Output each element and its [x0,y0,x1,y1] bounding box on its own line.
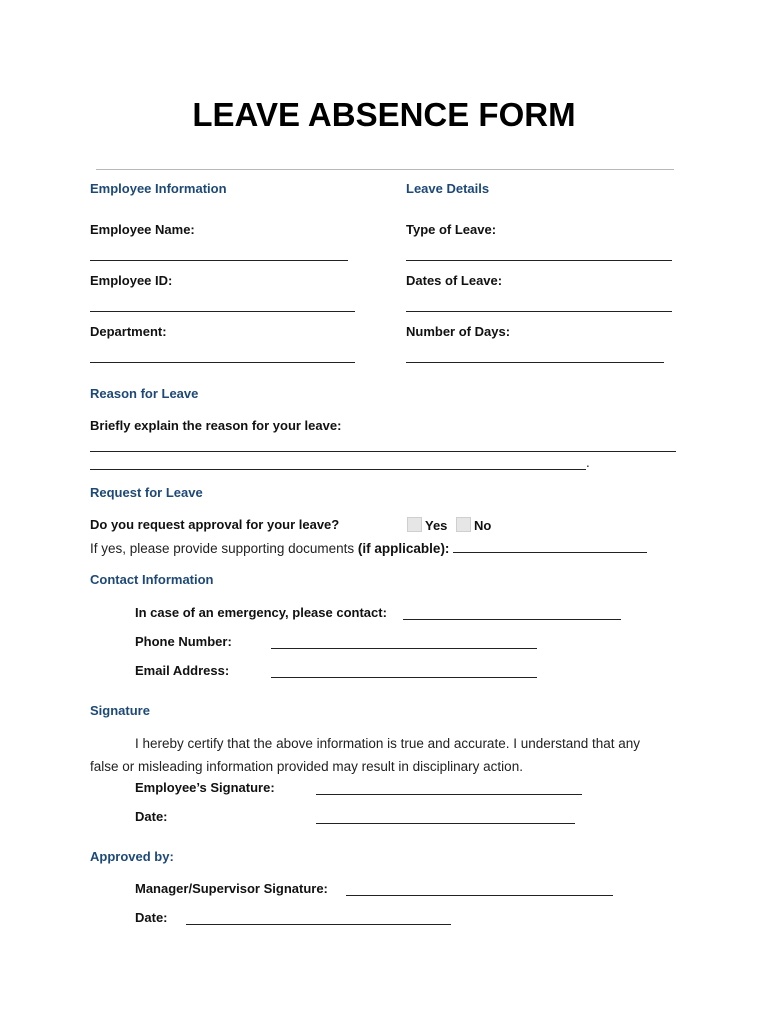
yes-checkbox[interactable] [407,517,422,532]
yes-label: Yes [425,518,448,533]
manager-signature-field[interactable] [346,895,613,896]
employee-signature-label: Employee’s Signature: [135,780,275,795]
no-label: No [474,518,492,533]
employee-name-field[interactable] [90,260,348,261]
email-address-label: Email Address: [135,663,230,678]
approval-question: Do you request approval for your leave? [90,517,340,532]
title-divider [96,169,674,170]
supporting-docs-text: If yes, please provide supporting documents [90,541,355,556]
leave-dates-label: Dates of Leave: [406,273,503,288]
reason-field-line-2[interactable] [90,469,586,470]
leave-type-label: Type of Leave: [406,222,497,237]
department-field[interactable] [90,362,355,363]
department-label: Department: [90,324,167,339]
certification-line-1: I hereby certify that the above information is true and accurate. I understand that any [135,736,641,751]
emergency-contact-field[interactable] [403,619,621,620]
approval-date-field[interactable] [186,924,451,925]
request-heading: Request for Leave [90,485,203,500]
approval-options [407,517,491,533]
number-of-days-label: Number of Days: [406,324,511,339]
no-checkbox[interactable] [456,517,471,532]
phone-number-field[interactable] [271,648,537,649]
form-title: LEAVE ABSENCE FORM [192,96,576,133]
leave-details-heading: Leave Details [406,181,490,196]
signature-date-field[interactable] [316,823,575,824]
approval-date-label: Date: [135,910,168,925]
employee-info-heading: Employee Information [90,181,227,196]
email-address-field[interactable] [271,677,537,678]
employee-id-field[interactable] [90,311,355,312]
signature-heading: Signature [90,703,150,718]
supporting-docs-applicable: (if applicable): [357,541,450,556]
leave-type-field[interactable] [406,260,672,261]
emergency-contact-label: In case of an emergency, please contact: [135,605,387,620]
reason-field-line-1[interactable] [90,451,676,452]
certification-line-2: false or misleading information provided may result in disciplinary action. [90,759,523,774]
number-of-days-field[interactable] [406,362,664,363]
employee-name-label: Employee Name: [90,222,195,237]
reason-heading: Reason for Leave [90,386,199,401]
leave-dates-field[interactable] [406,311,672,312]
signature-date-label: Date: [135,809,168,824]
contact-heading: Contact Information [90,572,214,587]
reason-prompt: Briefly explain the reason for your leave: [90,418,342,433]
phone-number-label: Phone Number: [135,634,232,649]
approved-by-heading: Approved by: [90,849,174,864]
manager-signature-label: Manager/Supervisor Signature: [135,881,328,896]
supporting-docs-row [90,540,647,556]
employee-id-label: Employee ID: [90,273,173,288]
employee-signature-field[interactable] [316,794,582,795]
reason-end-mark: . [586,455,590,470]
supporting-docs-field[interactable] [453,540,647,553]
